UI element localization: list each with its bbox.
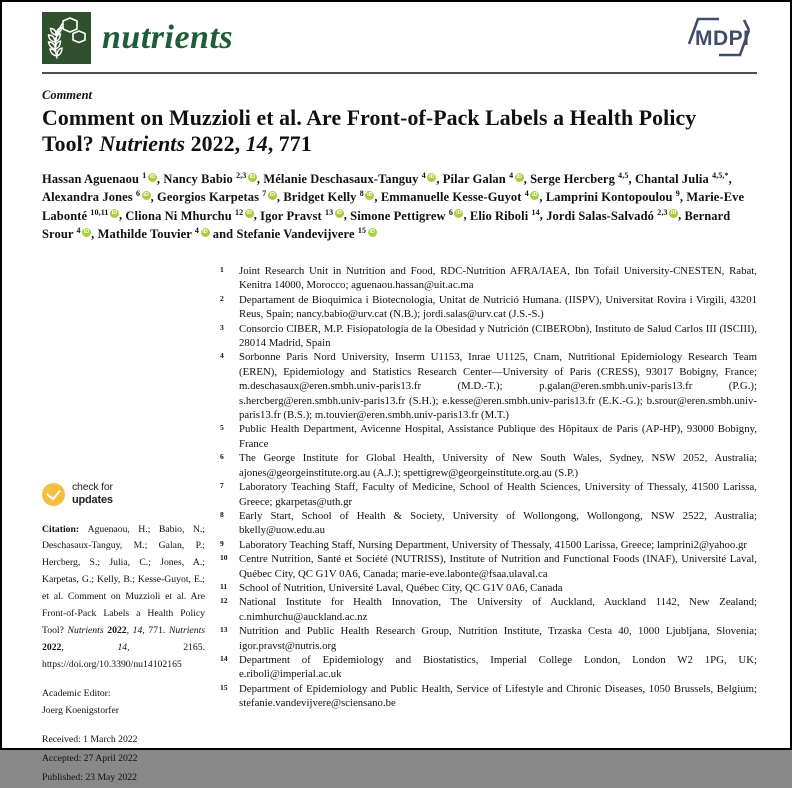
author: Nancy Babio $^{2,3}$ iD bbox=[163, 170, 256, 187]
author: Mélanie Deschasaux-Tanguy $^4$ iD bbox=[263, 170, 435, 187]
author: Elio Riboli $^{14}$ bbox=[469, 207, 540, 223]
affiliation-number: 15 bbox=[220, 682, 228, 692]
author-affiliation-sup: 2,3 bbox=[236, 170, 247, 180]
author: Stefanie Vandevijvere $^{15}$ iD bbox=[236, 225, 375, 241]
academic-editor-name: Joerg Koenigstorfer bbox=[42, 705, 120, 717]
text-segment: , bbox=[61, 641, 118, 653]
affiliation-number: 7 bbox=[220, 481, 224, 491]
content-row bbox=[42, 264, 757, 788]
author-affiliation-sup: 13 bbox=[325, 207, 334, 217]
author-affiliation-sup: 9 bbox=[675, 189, 680, 199]
orcid-icon[interactable]: iD bbox=[369, 228, 375, 235]
check-icon bbox=[42, 483, 65, 506]
affiliation-item bbox=[220, 509, 757, 538]
affiliation-text: National Institute for Health Innovation, The University of Auckland, Auckland 1142, New Zealand; c.nimhurchu@auckland.ac.nz bbox=[239, 596, 757, 623]
text-segment: 14 bbox=[132, 624, 143, 636]
text-segment: 14 bbox=[117, 641, 128, 653]
author-affiliation-sup: 4 bbox=[194, 225, 200, 235]
affiliation-text: Early Start, School of Health & Society, University of Wollongong, Wollongong, NSW 2522, Australia; bkelly@uow.edu.au bbox=[239, 509, 757, 537]
orcid-icon[interactable]: iD bbox=[246, 210, 252, 217]
author: Marie-Eve Labonté $^{10,11}$ iD bbox=[42, 190, 745, 223]
page-header bbox=[42, 10, 757, 66]
affiliation-number: 5 bbox=[220, 423, 224, 433]
text-segment: 2022, bbox=[185, 131, 246, 156]
author: Cliona Ni Mhurchu $^{12}$ iD bbox=[125, 207, 252, 223]
author: Mathilde Touvier $^4$ iD bbox=[97, 225, 208, 241]
affiliation-list bbox=[220, 264, 757, 788]
affiliation-number: 13 bbox=[220, 625, 228, 635]
date-line: Published: 23 May 2022 bbox=[42, 771, 137, 783]
affiliation-item bbox=[220, 350, 757, 422]
orcid-icon[interactable]: iD bbox=[269, 192, 276, 199]
article-type-label: Comment bbox=[42, 88, 93, 102]
affiliation-text: Laboratory Teaching Staff, Nursing Department, University of Thessaly, 41500 Larissa, Greece; lamprini2@yahoo.gr bbox=[239, 538, 748, 551]
left-sidebar bbox=[42, 264, 205, 788]
affiliation-number: 14 bbox=[220, 653, 228, 663]
citation-text bbox=[42, 522, 205, 674]
text-segment: , 771. bbox=[142, 624, 169, 636]
article-dates bbox=[42, 731, 205, 788]
affiliation-text: The George Institute for Global Health, University of New South Wales, Sydney, NSW 2052, Australia; ajones@georgeinstitute.org.au (A.J.); spettigrew@georgeinstitute.org.au (S.P.) bbox=[239, 452, 757, 479]
mdpi-logo-text: MDPI bbox=[695, 26, 750, 50]
author: Igor Pravst $^{13}$ iD bbox=[260, 207, 342, 223]
author: Bernard Srour $^4$ iD bbox=[42, 208, 731, 241]
affiliation-number: 9 bbox=[220, 538, 224, 548]
check-for-updates-label bbox=[72, 482, 113, 507]
text-segment: 14 bbox=[245, 131, 268, 156]
orcid-icon[interactable]: iD bbox=[111, 210, 118, 217]
affiliation-number: 4 bbox=[220, 351, 224, 361]
affiliation-item bbox=[220, 595, 757, 624]
text-segment: , 2165. bbox=[127, 641, 206, 653]
affiliation-item bbox=[220, 322, 757, 351]
affiliation-item bbox=[220, 480, 757, 509]
affiliation-item bbox=[220, 538, 757, 552]
affiliation-item bbox=[220, 682, 757, 711]
affiliation-item bbox=[220, 552, 757, 581]
author-affiliation-sup: 4 bbox=[524, 189, 529, 199]
orcid-icon[interactable]: iD bbox=[516, 173, 522, 180]
author-affiliation-sup: 14 bbox=[531, 207, 540, 217]
orcid-icon[interactable]: iD bbox=[202, 228, 208, 235]
affiliation-item bbox=[220, 581, 757, 595]
nutrients-logo bbox=[42, 12, 91, 64]
orcid-icon[interactable]: iD bbox=[532, 192, 538, 199]
author-affiliation-sup: 10,11 bbox=[90, 207, 109, 217]
orcid-icon[interactable]: iD bbox=[249, 173, 256, 180]
author-affiliation-sup: 8 bbox=[359, 189, 364, 199]
orcid-icon[interactable]: iD bbox=[456, 210, 462, 217]
text-segment: Aguenaou, H.; Babio, N.; Deschasaux-Tanguy, M.; Galan, P.; Hercberg, S.; Julia, C.; Jones, A.; Karpetas, G.; Kelly, B.; Kesse-Guyot, E.; et al. Comment on Muzzioli et al. Are Front-of-Pack Labels a Health Policy Tool? bbox=[42, 523, 205, 636]
orcid-icon[interactable]: iD bbox=[143, 192, 149, 199]
author-affiliation-sup: 1 bbox=[142, 170, 147, 180]
text-segment: , bbox=[126, 624, 133, 636]
author-affiliation-sup: 6 bbox=[448, 207, 453, 217]
author: Emmanuelle Kesse-Guyot $^4$ iD bbox=[380, 189, 538, 205]
affiliation-number: 3 bbox=[220, 322, 224, 332]
author-affiliation-sup: 4 bbox=[509, 170, 514, 180]
affiliation-text: Laboratory Teaching Staff, Faculty of Medicine, School of Health Sciences, University of Thessaly, 41500 Larissa, Greece; gkarpetas@uth.gr bbox=[239, 481, 757, 508]
affiliation-item bbox=[220, 264, 757, 293]
affiliation-number: 12 bbox=[220, 596, 228, 606]
author-list: Hassan Aguenaou $^1$ iD , Nancy Babio $^{2,3}$ iD , Mélanie Deschasaux-Tanguy $^4$ iD , Pilar Galan $^4$ iD , Serge Hercberg $^{4,5}$, Chantal Julia $^{4,5,*}$, Alexandra Jones $^6$ iD , Georgios Karpetas $^7$ iD , Bridget Kelly $^8$ iD , Emmanuelle Kesse-Guyot $^4$ iD , Lamprini Kontopoulou $^9$, Marie-Eve Labonté $^{10,11}$ iD , Cliona Ni Mhurchu $^{12}$ iD , Igor Pravst $^{13}$ iD , Simone Pettigrew $^6$ iD , Elio Riboli $^{14}$, Jordi Salas-Salvadó $^{2,3}$ iD , Bernard Srour $^4$ iD , Mathilde Touvier $^4$ iD and Stefanie Vandevijvere $^{15}$ iD bbox=[42, 170, 745, 241]
affiliation-number: 1 bbox=[220, 265, 224, 274]
academic-editor-label: Academic Editor: bbox=[42, 688, 111, 700]
affiliation-text: Consorcio CIBER, M.P. Fisiopatología de la Obesidad y Nutrición (CIBERObn), Instituto de Salud Carlos III (ISCIII), 28014 Madrid, Spain bbox=[239, 322, 757, 350]
author: Chantal Julia $^{4,5,*}$ bbox=[634, 170, 729, 187]
affiliation-text: Joint Research Unit in Nutrition and Food, RDC-Nutrition AFRA/IAEA, Ibn Tofail University-CNESTEN, Rabat, Kenitra 14000, Morocco; aguenaou.hassan@uit.ac.ma bbox=[239, 265, 757, 292]
text-segment: 2022 bbox=[42, 641, 62, 653]
author: Lamprini Kontopoulou $^9$ bbox=[545, 189, 680, 205]
affiliation-item bbox=[220, 653, 757, 682]
author-affiliation-sup: 4 bbox=[421, 170, 426, 180]
mdpi-logo bbox=[681, 13, 757, 66]
text-segment: Nutrients bbox=[168, 624, 206, 636]
affiliation-text: Department of Epidemiology and Biostatistics, Imperial College London, London W2 1PG, UK; e.riboli@imperial.ac.uk bbox=[239, 653, 757, 681]
affiliation-number: 11 bbox=[220, 581, 228, 591]
text-segment: Nutrients bbox=[67, 624, 104, 636]
text-segment: Nutrients bbox=[99, 131, 186, 156]
orcid-icon[interactable]: iD bbox=[429, 173, 435, 180]
author-affiliation-sup: 4,5 bbox=[618, 170, 629, 180]
affiliation-number: 8 bbox=[220, 509, 224, 519]
author-affiliation-sup: 12 bbox=[234, 207, 244, 217]
author: Simone Pettigrew $^6$ iD bbox=[350, 207, 462, 223]
article-title bbox=[42, 106, 747, 158]
author-affiliation-sup: 15 bbox=[357, 225, 367, 235]
orcid-icon[interactable]: iD bbox=[83, 228, 90, 235]
affiliation-number: 10 bbox=[220, 553, 228, 563]
doi-link[interactable]: https://doi.org/10.3390/nu14102165 bbox=[42, 658, 182, 670]
academic-editor-block bbox=[42, 686, 205, 720]
author: Alexandra Jones $^6$ iD bbox=[42, 189, 149, 205]
author-affiliation-sup: 2,3 bbox=[657, 207, 668, 217]
affiliation-text: Nutrition and Public Health Research Group, Nutrition Institute, Trzaska Cesta 40, 1000 Ljubljana, Slovenia; igor.pravst@nutris.org bbox=[239, 625, 757, 652]
author: Serge Hercberg $^{4,5}$ bbox=[530, 170, 629, 187]
affiliation-text: Sorbonne Paris Nord University, Inserm U1153, Inrae U1125, Cnam, Nutritional Epidemiology Research Team (EREN), Epidemiology and Statistics Research Center—University of Paris (CRESS), 93017 Bobigny, France; m.deschasaux@eren.smbh.univ-paris13.fr (M.D.-T.); p.galan@eren.smbh.univ-paris13.fr (P.G.); s.hercberg@eren.smbh.univ-paris13.fr (S.H.); e.kesse@eren.smbh.univ-paris13.fr (E.K.-G.); b.srour@eren.smbh.univ-paris13.fr (B.S.); m.touvier@eren.smbh.univ-paris13.fr (M.T.) bbox=[239, 351, 757, 422]
author-affiliation-sup: 4 bbox=[76, 225, 81, 235]
text-segment: 2022 bbox=[107, 624, 127, 636]
orcid-icon[interactable]: iD bbox=[367, 192, 373, 199]
affiliation-item bbox=[220, 451, 757, 480]
affiliation-text: Departament de Bioquimica i Biotecnologia, Unitat de Nutrició Humana. (IISPV), Universitat Rovira i Virgili, 43201 Reus, Spain; nancy.babio@urv.cat (N.B.); jordi.salas@urv.cat (J.S.-S.) bbox=[239, 293, 757, 321]
affiliation-number: 6 bbox=[220, 452, 224, 462]
affiliation-item bbox=[220, 293, 757, 322]
affiliation-item bbox=[220, 624, 757, 653]
author-affiliation-sup: 7 bbox=[262, 189, 267, 199]
author-affiliation-sup: 6 bbox=[135, 189, 141, 199]
orcid-icon[interactable]: iD bbox=[336, 210, 342, 217]
text-segment: Citation: bbox=[42, 523, 88, 535]
affiliation-number: 2 bbox=[220, 293, 224, 303]
author: Georgios Karpetas $^7$ iD bbox=[157, 189, 276, 205]
author: Jordi Salas-Salvadó $^{2,3}$ iD bbox=[546, 207, 677, 223]
wheat-hexagon-icon bbox=[42, 12, 91, 64]
affiliation-text: Centre Nutrition, Santé et Société (NUTRISS), Institute of Nutrition and Functional Foods (INAF), Université Laval, Québec City, QC G1V 0A6, Canada; marie-eve.labonte@fsaa.ulaval.ca bbox=[239, 553, 757, 580]
author: Pilar Galan $^4$ iD bbox=[442, 170, 522, 187]
affiliation-text: School of Nutrition, Université Laval, Québec City, QC G1V 0A6, Canada bbox=[239, 581, 563, 594]
text-segment: Comment on Muzzioli et al. Are Front-of-Pack Labels a Health Policy Tool? bbox=[42, 106, 697, 156]
badge-line1: check for bbox=[72, 481, 113, 493]
header-divider bbox=[42, 72, 757, 74]
date-line: Received: 1 March 2022 bbox=[42, 734, 138, 746]
author: Hassan Aguenaou $^1$ iD bbox=[42, 170, 156, 187]
orcid-icon[interactable]: iD bbox=[149, 173, 156, 180]
journal-name: nutrients bbox=[102, 19, 234, 56]
affiliation-text: Department of Epidemiology and Public Health, Service of Lifestyle and Chronic Diseases, 1050 Brussels, Belgium; stefanie.vandevijvere@sciensano.be bbox=[239, 682, 757, 710]
author: Bridget Kelly $^8$ iD bbox=[283, 189, 373, 205]
badge-line2: updates bbox=[72, 493, 113, 506]
affiliation-item bbox=[220, 422, 757, 451]
date-line: Accepted: 27 April 2022 bbox=[42, 753, 138, 765]
text-segment: , 771 bbox=[267, 131, 312, 156]
author-affiliation-sup: 4,5,* bbox=[712, 170, 729, 180]
check-for-updates-badge[interactable] bbox=[42, 482, 138, 507]
orcid-icon[interactable]: iD bbox=[670, 210, 677, 217]
affiliation-text: Public Health Department, Avicenne Hospital, Assistance Publique des Hôpitaux de Paris (AP-HP), 93000 Bobigny, France bbox=[239, 423, 757, 450]
